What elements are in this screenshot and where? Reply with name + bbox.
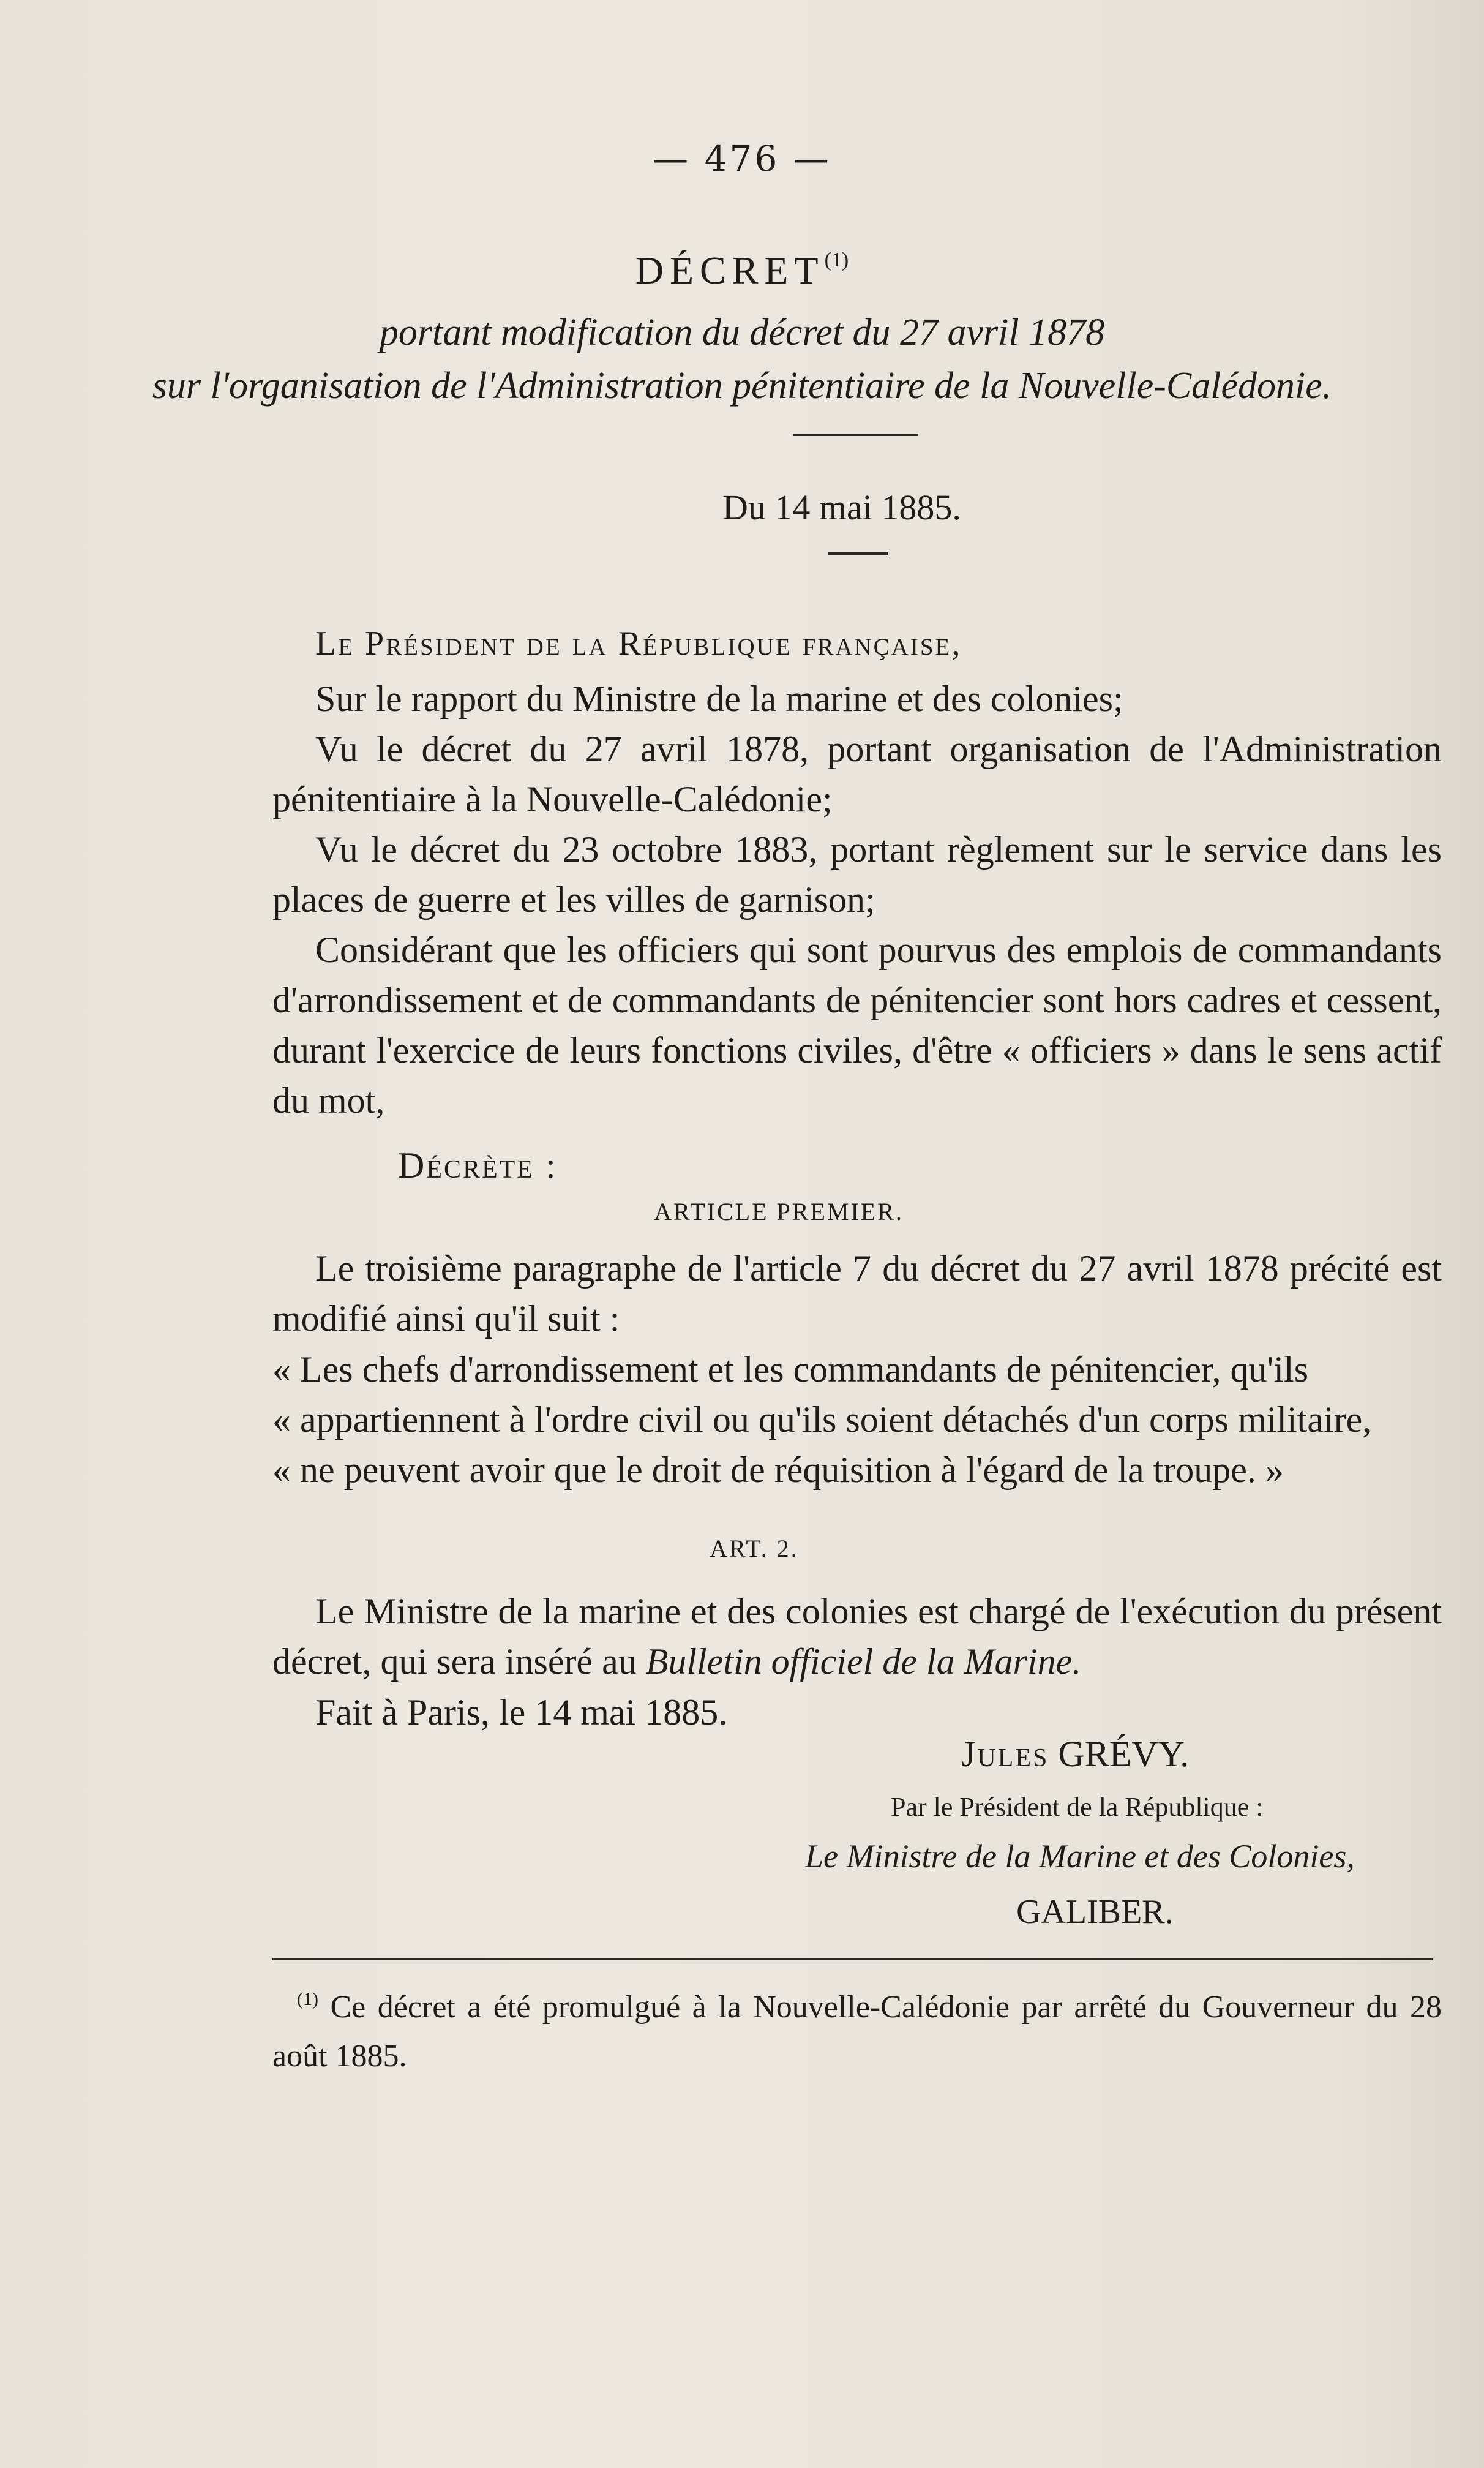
title-rule [793, 434, 918, 436]
consideration-2: Vu le décret du 27 avril 1878, portant organisation de l'Administration pénitentiaire à la Nouvelle-Calédonie; [272, 729, 1442, 819]
president-signature [961, 1733, 1189, 1775]
bulletin-title: Bulletin officiel de la Marine. [645, 1641, 1082, 1682]
consideration-1: Sur le rapport du Ministre de la marine et des colonies; [315, 679, 1123, 719]
footnote [272, 1975, 1442, 2081]
for-president-line: Par le Président de la République : [891, 1792, 1264, 1822]
minister-title: Le Ministre de la Marine et des Colonies, [805, 1838, 1355, 1875]
article-1-text: Le troisième paragraphe de l'article 7 du décret du 27 avril 1878 précité est modifié ainsi qu'il suit : [272, 1248, 1442, 1339]
decrees-label: Décrète : [398, 1145, 558, 1186]
footnote-rule [272, 1958, 1433, 1960]
signature-first-name: Jules [961, 1734, 1049, 1774]
article-1-quote-line-1: « Les chefs d'arrondissement et les commandants de pénitencier, qu'ils [272, 1349, 1309, 1390]
signature-last-name: GRÉVY. [1058, 1734, 1190, 1774]
date-rule [828, 552, 888, 555]
page-number: — 476 — [653, 138, 831, 179]
article-2-heading: ART. 2. [710, 1535, 799, 1562]
president-heading: Le Président de la République française, [315, 625, 962, 663]
consideration-4: Considérant que les officiers qui sont pourvus des emplois de commandants d'arrondissement et de commandants de pénitencier sont hors cadres et cessent, durant l'exercice de leurs fonctions civiles, d'être « officiers » dans le sens actif du mot, [272, 930, 1442, 1121]
document-title [0, 248, 1484, 293]
article-1-quote-line-3: « ne peuvent avoir que le droit de réquisition à l'égard de la troupe. » [272, 1450, 1284, 1490]
done-at-paris: Fait à Paris, le 14 mai 1885. [315, 1692, 728, 1732]
article-2-text-main: Le Ministre de la marine et des colonies est chargé de l'exécution du présent décret, qui sera inséré au [272, 1591, 1442, 1682]
footnote-mark: (1) [297, 1989, 318, 2009]
subtitle-line-1: portant modification du décret du 27 avril 1878 [379, 312, 1105, 353]
decree-date: Du 14 mai 1885. [722, 487, 961, 527]
article-1-heading: ARTICLE PREMIER. [654, 1198, 904, 1225]
article-1-quote-line-2: « appartiennent à l'ordre civil ou qu'ils soient détachés d'un corps militaire, [272, 1399, 1372, 1440]
footnote-text: Ce décret a été promulgué à la Nouvelle-Calédonie par arrêté du Gouverneur du 28 août 1885. [272, 1990, 1442, 2074]
title-text: DÉCRET [635, 249, 825, 292]
minister-name: GALIBER. [1016, 1893, 1174, 1931]
title-footnote-mark: (1) [824, 249, 849, 271]
subtitle-line-2: sur l'organisation de l'Administration pénitentiaire de la Nouvelle-Calédonie. [152, 365, 1332, 407]
article-2-text [272, 1586, 1442, 1687]
consideration-3: Vu le décret du 23 octobre 1883, portant règlement sur le service dans les places de guerre et les villes de garnison; [272, 829, 1442, 920]
